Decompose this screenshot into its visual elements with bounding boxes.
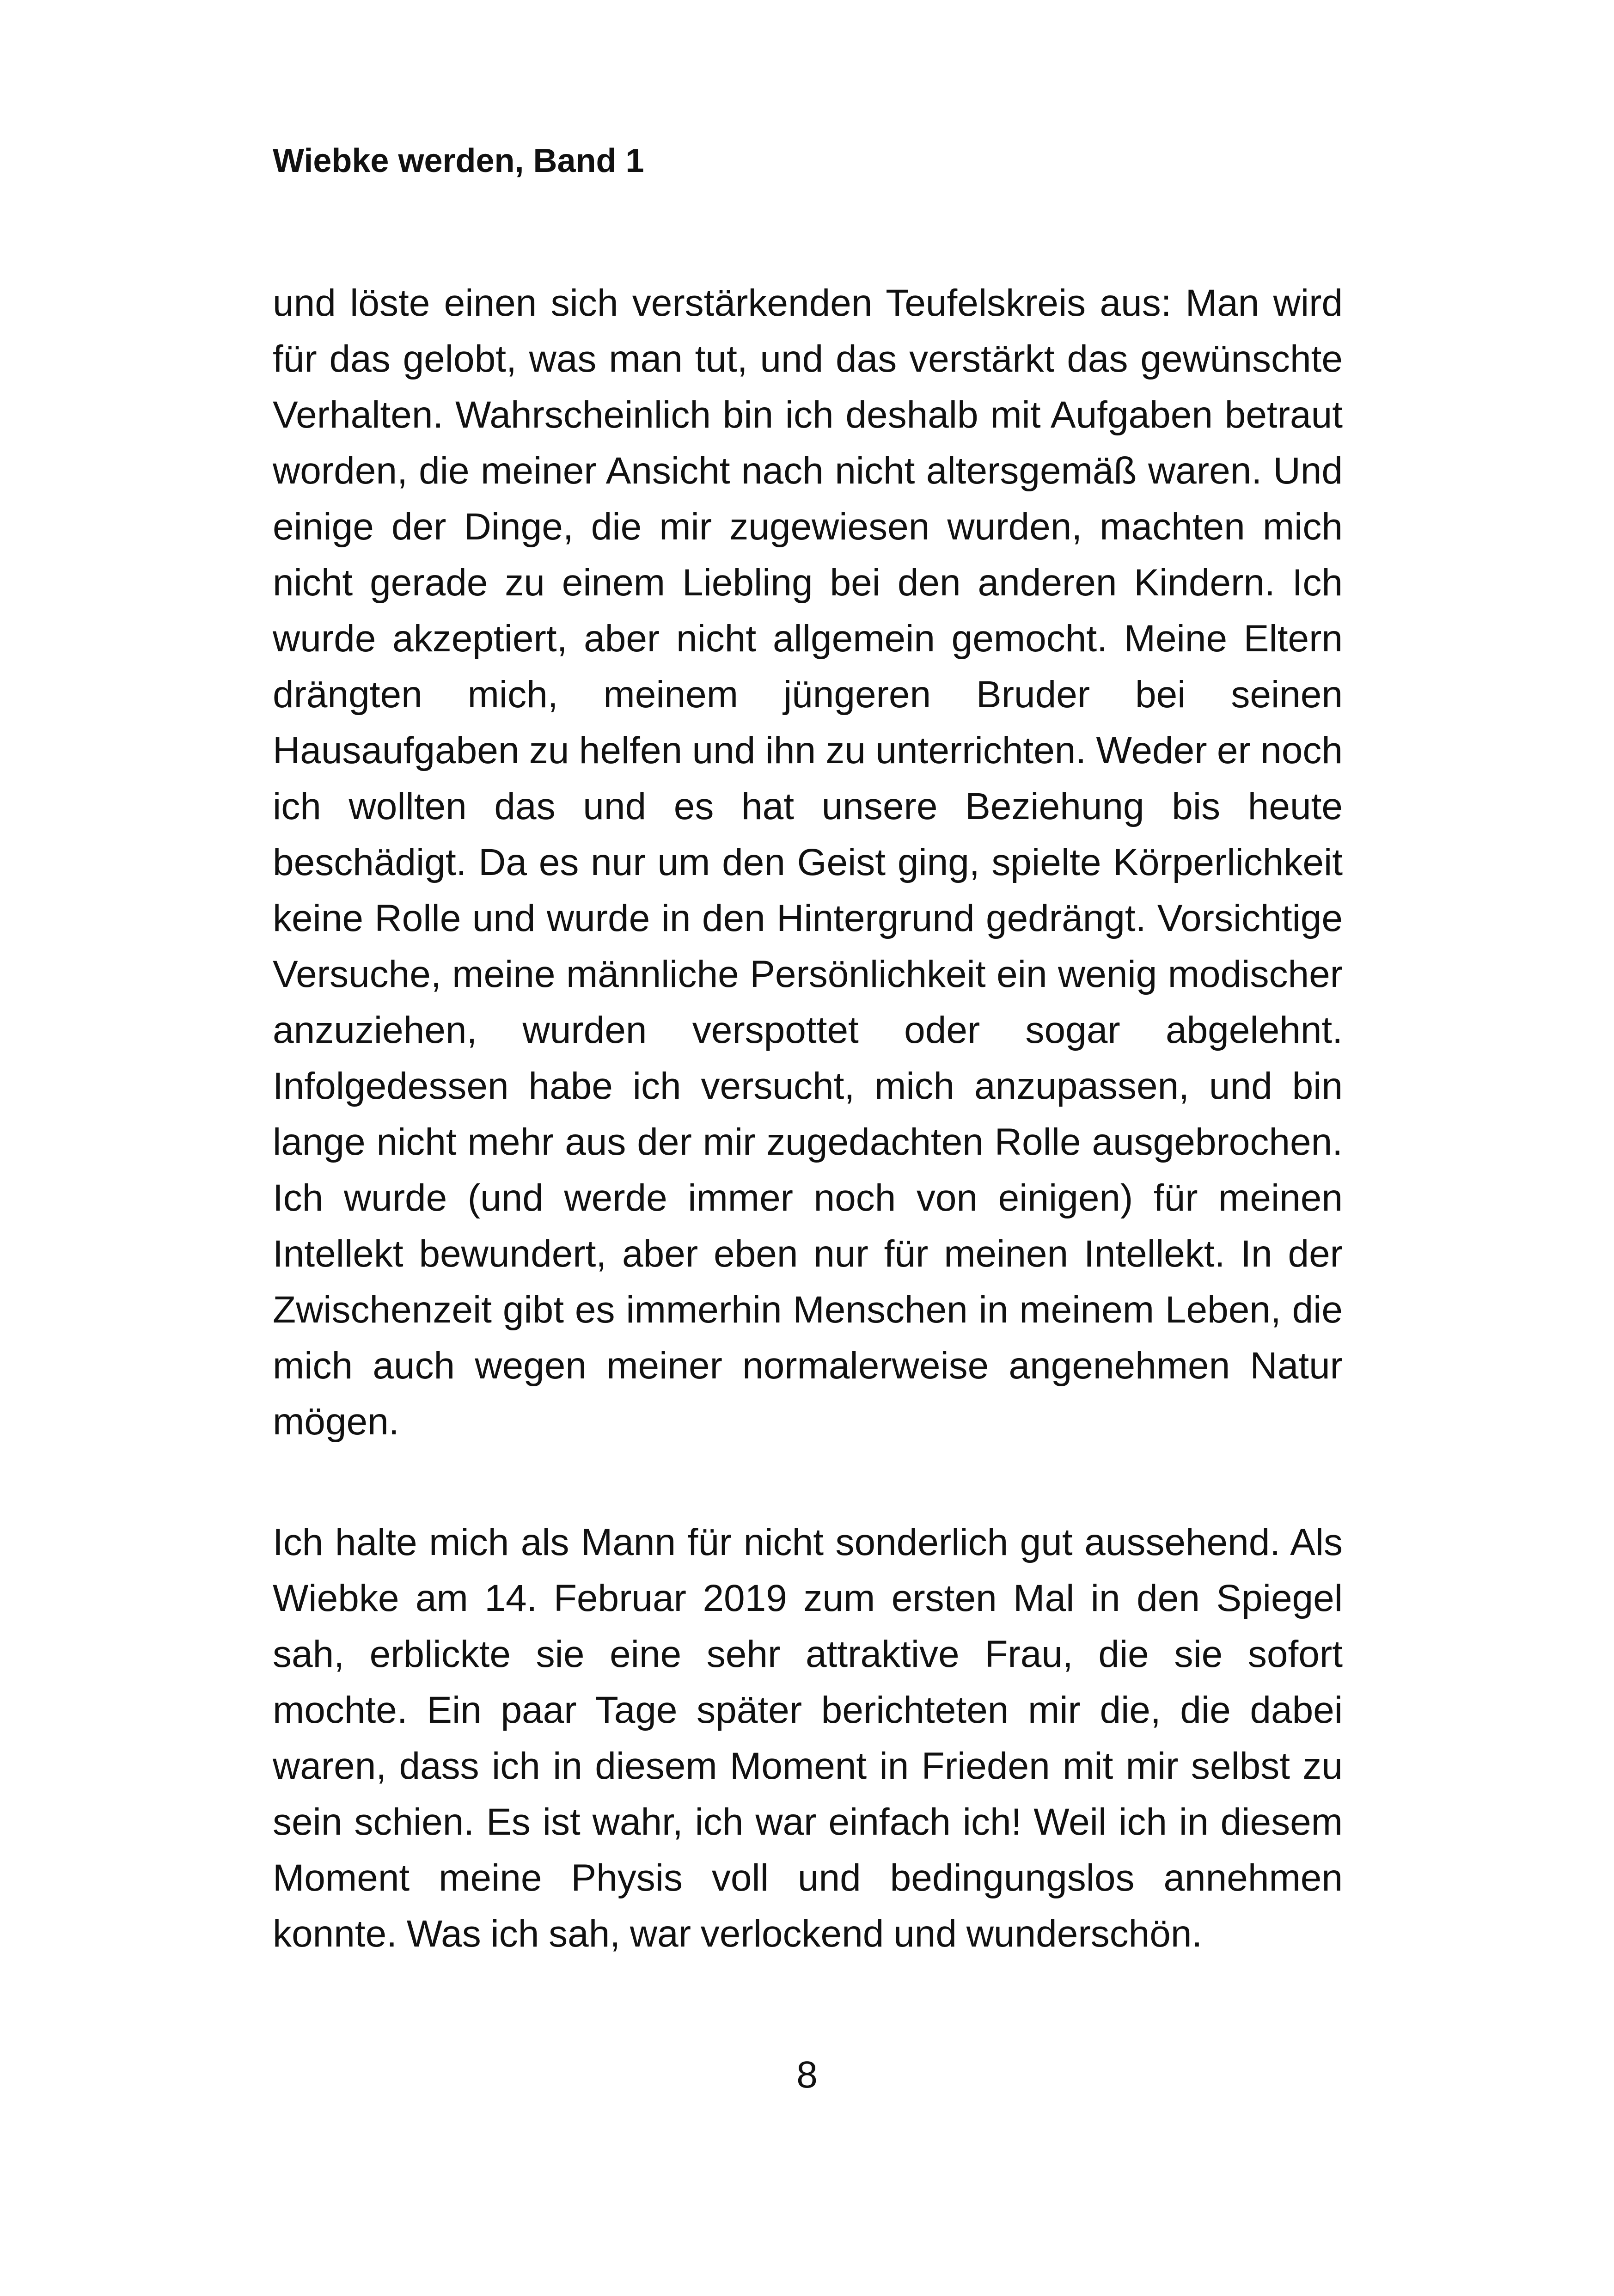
body-text — [273, 275, 1343, 2027]
page-number: 8 — [796, 2054, 818, 2096]
paragraph-1: und löste einen sich verstärkenden Teufelskreis aus: Man wird für das gelobt, was man tut, und das verstärkt das gewünschte Verhalten. Wahrscheinlich bin ich deshalb mit Aufgaben betraut worden, die meiner Ansicht nach nicht altersgemäß waren. Und einige der Dinge, die mir zugewiesen wurden, machten mich nicht gerade zu einem Liebling bei den anderen Kindern. Ich wurde akzeptiert, aber nicht allgemein gemocht. Meine Eltern drängten mich, meinem jüngeren Bruder bei seinen Hausaufgaben zu helfen und ihn zu unterrichten. Weder er noch ich wollten das und es hat unsere Beziehung bis heute beschädigt. Da es nur um den Geist ging, spielte Körperlichkeit keine Rolle und wurde in den Hintergrund gedrängt. Vorsichtige Versuche, meine männliche Persönlichkeit ein wenig modischer anzuziehen, wurden verspottet oder sogar abgelehnt. Infolgedessen habe ich versucht, mich anzupassen, und bin lange nicht mehr aus der mir zugedachten Rolle ausgebrochen. Ich wurde (und werde immer noch von einigen) für meinen Intellekt bewundert, aber eben nur für meinen Intellekt. In der Zwischenzeit gibt es immerhin Menschen in meinem Leben, die mich auch wegen meiner normalerweise angenehmen Natur mögen. — [273, 282, 1343, 1443]
running-header-title: Wiebke werden, Band 1 — [273, 142, 644, 179]
paragraph-2: Ich halte mich als Mann für nicht sonderlich gut aussehend. Als Wiebke am 14. Februar 2019 zum ersten Mal in den Spiegel sah, erblickte sie eine sehr attraktive Frau, die sie sofort mochte. Ein paar Tage später berichteten mir die, die dabei waren, dass ich in diesem Moment in Frieden mit mir selbst zu sein schien. Es ist wahr, ich war einfach ich! Weil ich in diesem Moment meine Physis voll und bedingungslos annehmen konnte. Was ich sah, war verlockend und wunderschön. — [273, 1521, 1343, 1955]
